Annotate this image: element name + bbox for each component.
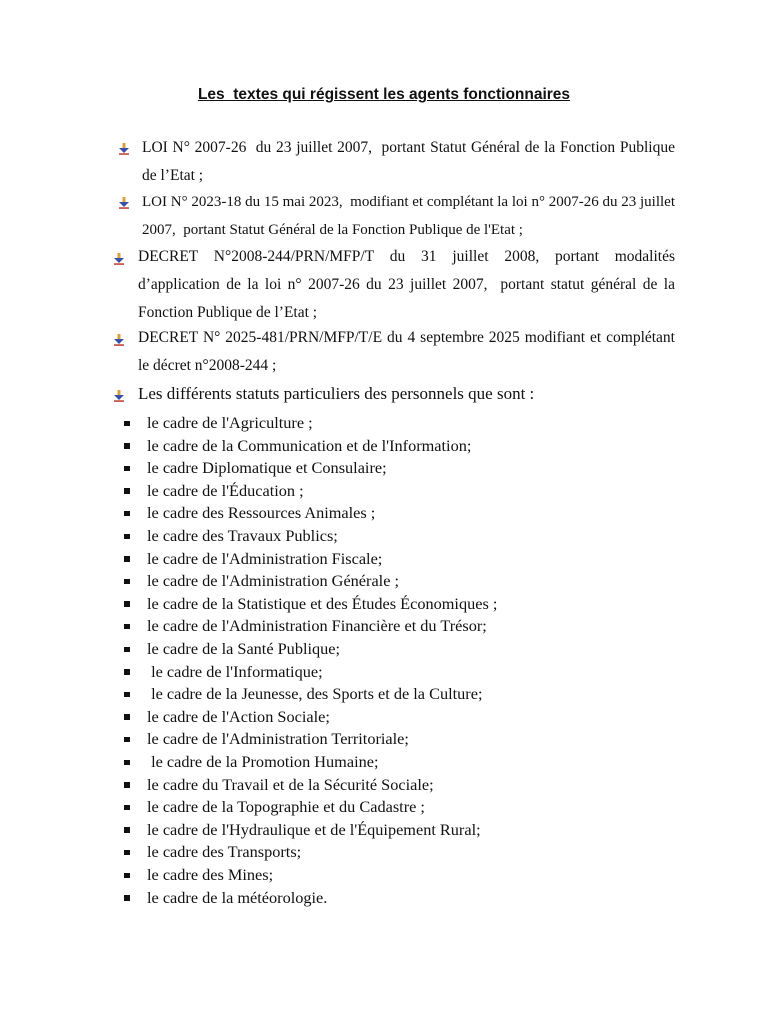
cadre-label: le cadre des Mines; xyxy=(147,865,274,884)
cadre-label: le cadre de l'Action Sociale; xyxy=(147,706,330,726)
square-bullet-icon xyxy=(124,873,130,879)
cadre-label: le cadre des Ressources Animales ; xyxy=(147,503,376,523)
legal-text-item: LOI N° 2023-18 du 15 mai 2023, modifiant et complétant la loi n° 2007-26 du 23 juillet 2007, portant Statut Général de la Fonction Publique de l'Etat ; xyxy=(142,194,679,238)
square-bullet-icon xyxy=(124,511,130,517)
square-bullet-icon xyxy=(124,647,130,653)
square-bullet-icon xyxy=(124,534,130,540)
square-bullet-icon xyxy=(124,488,130,494)
cadre-label: le cadre de l'Éducation ; xyxy=(147,480,304,500)
square-bullet-icon xyxy=(124,556,130,562)
square-bullet-icon xyxy=(124,601,130,607)
cadre-label: le cadre de la Topographie et du Cadastre ; xyxy=(147,797,425,817)
arrow-down-bullet-icon xyxy=(113,253,125,265)
cadre-label: le cadre de la Promotion Humaine; xyxy=(147,752,379,771)
square-bullet-icon xyxy=(124,714,130,720)
square-bullet-icon xyxy=(124,692,130,698)
square-bullet-icon xyxy=(124,737,130,743)
cadre-label: le cadre des Transports; xyxy=(147,842,302,862)
square-bullet-icon xyxy=(124,827,130,833)
cadre-label: le cadre de l'Informatique; xyxy=(147,661,323,681)
cadre-label: le cadre des Travaux Publics; xyxy=(147,526,338,545)
square-bullet-icon xyxy=(124,895,130,901)
cadre-label: le cadre de la Santé Publique; xyxy=(147,639,341,658)
square-bullet-icon xyxy=(124,669,130,675)
square-bullet-icon xyxy=(124,443,130,449)
square-bullet-icon xyxy=(124,805,130,811)
legal-text-item: DECRET N°2008-244/PRN/MFP/T du 31 juillet 2008, portant modalités d’application de la loi n° 2007-26 du 23 juillet 2007, portant statut général de la Fonction Publique de l’Etat ; xyxy=(138,248,679,321)
square-bullet-icon xyxy=(124,850,130,856)
cadre-label: le cadre de l'Administration Territoriale; xyxy=(147,729,409,749)
arrow-down-bullet-icon xyxy=(113,334,125,346)
square-bullet-icon xyxy=(124,421,130,427)
cadre-label: le cadre Diplomatique et Consulaire; xyxy=(147,458,387,478)
cadre-label: le cadre de l'Administration Financière et du Trésor; xyxy=(147,616,487,636)
square-bullet-icon xyxy=(124,579,130,585)
arrow-down-bullet-icon xyxy=(113,390,125,402)
cadre-label: le cadre de l'Hydraulique et de l'Équipement Rural; xyxy=(147,819,481,839)
cadre-label: le cadre de la Jeunesse, des Sports et de la Culture; xyxy=(147,684,483,704)
arrow-down-bullet-icon xyxy=(118,143,130,155)
page-title: Les textes qui régissent les agents fonctionnaires xyxy=(197,86,571,103)
square-bullet-icon xyxy=(124,466,130,472)
cadre-label: le cadre du Travail et de la Sécurité Sociale; xyxy=(147,774,434,794)
square-bullet-icon xyxy=(124,760,130,766)
square-bullet-icon xyxy=(124,782,130,788)
cadre-label: le cadre de l'Administration Fiscale; xyxy=(147,548,383,568)
legal-text-item: Les différents statuts particuliers des personnels que sont : xyxy=(138,384,535,403)
cadre-label: le cadre de la Communication et de l'Information; xyxy=(147,435,472,455)
cadre-label: le cadre de la météorologie. xyxy=(147,887,328,907)
arrow-down-bullet-icon xyxy=(118,197,130,209)
cadre-label: le cadre de l'Administration Générale ; xyxy=(147,571,400,591)
cadre-label: le cadre de l'Agriculture ; xyxy=(147,413,313,432)
legal-text-item: DECRET N° 2025-481/PRN/MFP/T/E du 4 septembre 2025 modifiant et complétant le décret n°2008-244 ; xyxy=(138,329,679,374)
square-bullet-icon xyxy=(124,624,130,630)
cadre-label: le cadre de la Statistique et des Études Économiques ; xyxy=(147,593,498,613)
legal-text-item: LOI N° 2007-26 du 23 juillet 2007, portant Statut Général de la Fonction Publique de l’Etat ; xyxy=(142,139,679,184)
